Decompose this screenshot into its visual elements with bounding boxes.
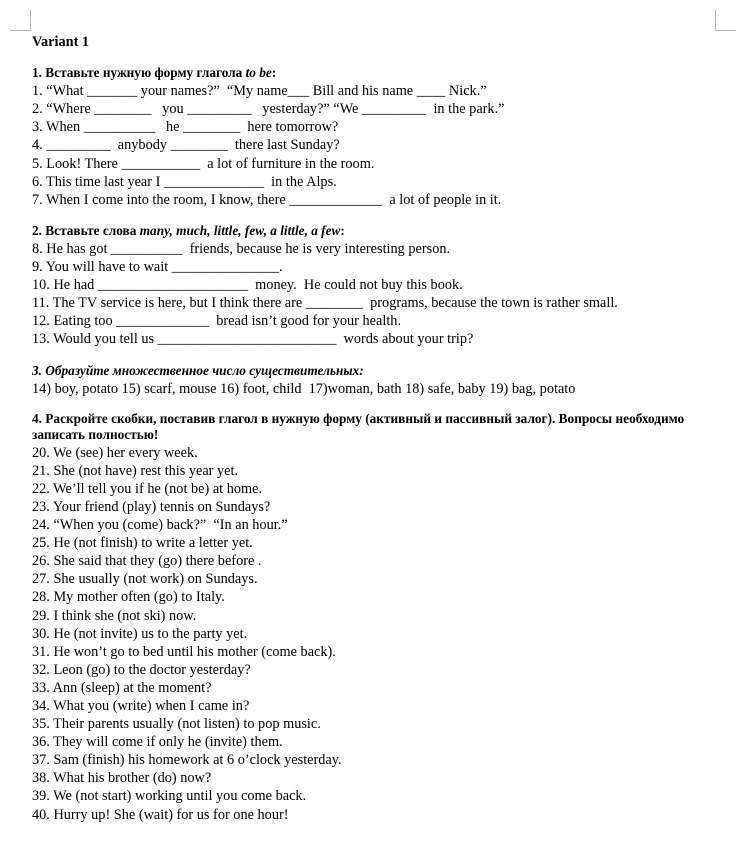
task1-list xyxy=(32,82,737,209)
exercise-item: 12. Eating too _____________ bread isn’t good for your health. xyxy=(32,313,402,330)
exercise-item: 20. We (see) her every week. xyxy=(32,444,198,461)
exercise-item: 8. He has got __________ friends, because he is very interesting person. xyxy=(32,240,451,257)
exercise-item: 24. “When you (come) back?” “In an hour.” xyxy=(32,517,288,534)
exercise-item: 30. He (not invite) us to the party yet. xyxy=(32,625,248,642)
exercise-item: 1. “What _______ your names?” “My name___ Bill and his name ____ Nick.” xyxy=(32,83,487,100)
exercise-item: 39. We (not start) working until you come back. xyxy=(32,788,307,805)
exercise-item: 31. He won’t go to bed until his mother (come back). xyxy=(32,643,336,660)
exercise-item: 14) boy, potato 15) scarf, mouse 16) foot, child 17)woman, bath 18) safe, baby 19) bag, potato xyxy=(32,380,576,397)
task2-list xyxy=(32,240,737,349)
exercise-item: 29. I think she (not ski) now. xyxy=(32,607,197,624)
exercise-item: 40. Hurry up! She (wait) for us for one hour! xyxy=(32,806,289,823)
exercise-item: 10. He had _____________________ money. He could not buy this book. xyxy=(32,277,463,294)
exercise-item: 23. Your friend (play) tennis on Sundays? xyxy=(32,498,271,515)
exercise-item: 26. She said that they (go) there before . xyxy=(32,553,262,570)
exercise-item: 37. Sam (finish) his homework at 6 o’clock yesterday. xyxy=(32,752,342,769)
exercise-item: 3. When __________ he ________ here tomorrow? xyxy=(32,119,339,136)
exercise-item: 35. Their parents usually (not listen) to pop music. xyxy=(32,716,321,733)
document-title: Variant 1 xyxy=(32,34,90,50)
task4-heading: 4. Раскройте скобки, поставив глагол в нужную форму (активный и пассивный залог). Вопросы необходимо записать полностью! xyxy=(32,410,685,443)
exercise-item: 6. This time last year I ______________ in the Alps. xyxy=(32,173,337,190)
exercise-item: 38. What his brother (do) now? xyxy=(32,770,212,787)
exercise-item: 13. Would you tell us _________________________ words about your trip? xyxy=(32,331,474,348)
exercise-item: 36. They will come if only he (invite) them. xyxy=(32,734,283,751)
exercise-item: 25. He (not finish) to write a letter yet. xyxy=(32,535,253,552)
exercise-item: 33. Ann (sleep) at the moment? xyxy=(32,679,212,696)
task2-heading: 2. Вставьте слова many, much, little, few, a little, a few: xyxy=(32,222,345,238)
task3-list xyxy=(32,380,737,398)
exercise-item: 22. We’ll tell you if he (not be) at home. xyxy=(32,480,263,497)
exercise-item: 7. When I come into the room, I know, there _____________ a lot of people in it. xyxy=(32,191,502,208)
exercise-item: 32. Leon (go) to the doctor yesterday? xyxy=(32,661,251,678)
exercise-item: 28. My mother often (go) to Italy. xyxy=(32,589,225,606)
exercise-item: 11. The TV service is here, but I think there are ________ programs, because the town is rather small. xyxy=(32,295,618,312)
exercise-item: 9. You will have to wait _______________. xyxy=(32,259,283,276)
exercise-item: 5. Look! There ___________ a lot of furniture in the room. xyxy=(32,155,375,172)
page-corner-marker-right xyxy=(715,10,736,31)
exercise-item: 27. She usually (not work) on Sundays. xyxy=(32,571,258,588)
exercise-item: 21. She (not have) rest this year yet. xyxy=(32,462,239,479)
task4-list xyxy=(32,444,737,824)
exercise-item: 4. _________ anybody ________ there last Sunday? xyxy=(32,137,340,154)
page-corner-marker-left xyxy=(10,10,31,31)
task3-heading: 3. Образуйте множественное число существительных: xyxy=(32,362,364,378)
document-page xyxy=(32,33,737,824)
exercise-item: 2. “Where ________ you _________ yesterday?” “We _________ in the park.” xyxy=(32,101,505,118)
exercise-item: 34. What you (write) when I came in? xyxy=(32,698,250,714)
task1-heading: 1. Вставьте нужную форму глагола to be: xyxy=(32,65,277,81)
